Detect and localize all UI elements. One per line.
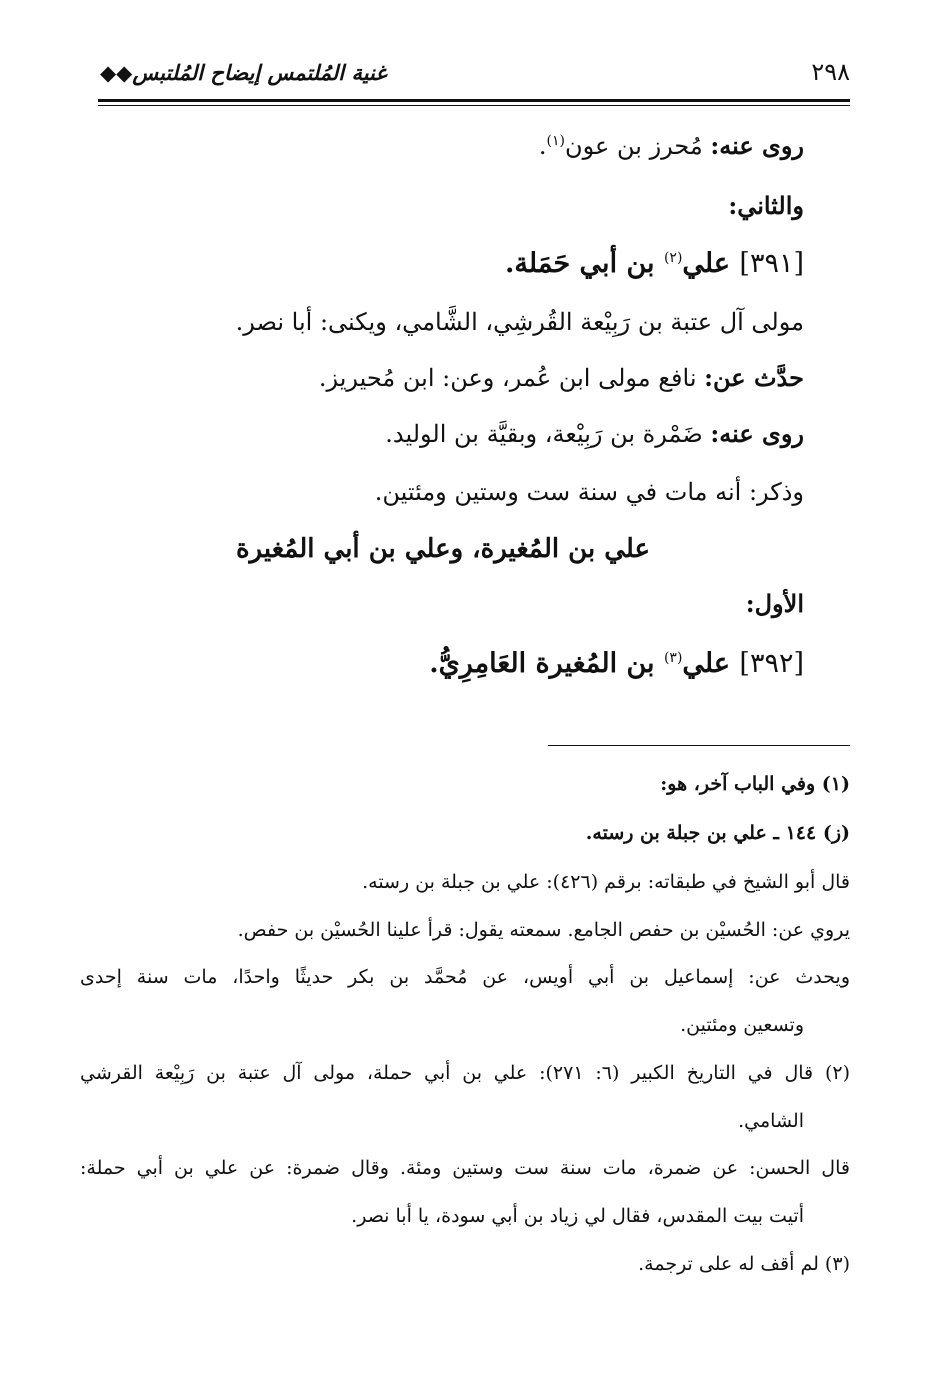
entry-number: [٣٩١]: [739, 248, 804, 279]
label-narrated-by: روى عنه:: [710, 131, 804, 160]
page-number: ٢٩٨: [811, 58, 850, 86]
running-title-text: غنية المُلتمس إيضاح المُلتبس: [132, 60, 387, 85]
section-second-heading: والثاني:: [728, 191, 804, 220]
footnote-1-line: قال أبو الشيخ في طبقاته: برقم (٤٢٦): علي بن جبلة بن رسته.: [362, 871, 850, 893]
footnote-3: (٣) لم أقف له على ترجمة.: [638, 1253, 850, 1275]
entry-392-heading: [429, 648, 804, 680]
entry-name-rest: بن المُغيرة العَامِرِيُّ.: [429, 648, 655, 679]
entry-name-part: علي: [682, 248, 730, 279]
narrated-from-text: نافع مولى ابن عُمر، وعن: ابن مُحيريز.: [318, 364, 697, 392]
narrated-by-line-2: [385, 420, 804, 449]
footnote-marker-1[interactable]: (١): [546, 133, 566, 149]
label-narrated-from: حدَّث عن:: [704, 363, 804, 392]
footnote-2: (٢) قال في التاريخ الكبير (٦: ٢٧١): علي بن أبي حملة، مولى آل عتبة بن رَبِيْعة القرشي: [80, 1062, 851, 1084]
narrated-by-text: ضَمْرة بن رَبِيْعة، وبقيَّة بن الوليد.: [385, 420, 703, 448]
running-title: [100, 60, 386, 85]
section-title-text: علي بن المُغيرة، وعلي بن أبي المُغيرة: [235, 534, 651, 564]
entry-name-rest: بن أبي حَمَلة.: [505, 248, 655, 279]
footnote-1-line: ويحدث عن: إسماعيل بن أبي أويس، عن مُحمَّد بن بكر حديثًا واحدًا، مات سنة إحدى: [80, 966, 850, 988]
entry-name-part: علي: [682, 648, 730, 679]
ornament-diamonds: ◆◆: [100, 60, 133, 85]
narrator-name: مُحرز بن عون: [565, 132, 703, 160]
footnote-1-line: يروي عن: الحُسيْن بن حفص الجامع. سمعته يقول: قرأ علينا الحُسيْن بن حفص.: [237, 919, 850, 941]
footnote-separator: [548, 745, 850, 746]
death-note-line: وذكر: أنه مات في سنة ست وستين ومئتين.: [374, 478, 804, 506]
section-first-heading: الأول:: [745, 589, 804, 618]
footnote-marker-3[interactable]: (٣): [663, 650, 683, 666]
entry-391-lineage: مولى آل عتبة بن رَبِيْعة القُرشِي، الشَّامي، ويكنى: أبا نصر.: [235, 308, 804, 336]
header-rule-thin: [98, 105, 850, 106]
footnote-2-line: أتيت بيت المقدس، فقال لي زياد بن أبي سودة، يا أبا نصر.: [351, 1205, 804, 1227]
label-narrated-by: روى عنه:: [710, 419, 804, 448]
period: .: [538, 132, 547, 160]
footnote-1: (١) وفي الباب آخر، هو:: [660, 773, 850, 795]
footnote-2-line: الشامي.: [738, 1110, 804, 1132]
entry-391-heading: [505, 248, 804, 280]
narrated-from-line: [319, 364, 804, 393]
page-header: [100, 58, 850, 98]
footnote-1-line: وتسعين ومئتين.: [680, 1014, 804, 1036]
footnote-marker-2[interactable]: (٢): [663, 250, 683, 266]
footnote-1-entry: (ز) ١٤٤ ـ علي بن جبلة بن رسته.: [585, 822, 850, 844]
entry-number: [٣٩٢]: [739, 648, 804, 679]
header-rule-thick: [98, 99, 850, 102]
section-title: [0, 534, 946, 565]
footnote-2-line: قال الحسن: عن ضمرة، مات سنة ست وستين ومئة. وقال ضمرة: عن علي بن أبي حملة:: [80, 1157, 850, 1179]
narrated-by-line-1: [539, 132, 804, 161]
